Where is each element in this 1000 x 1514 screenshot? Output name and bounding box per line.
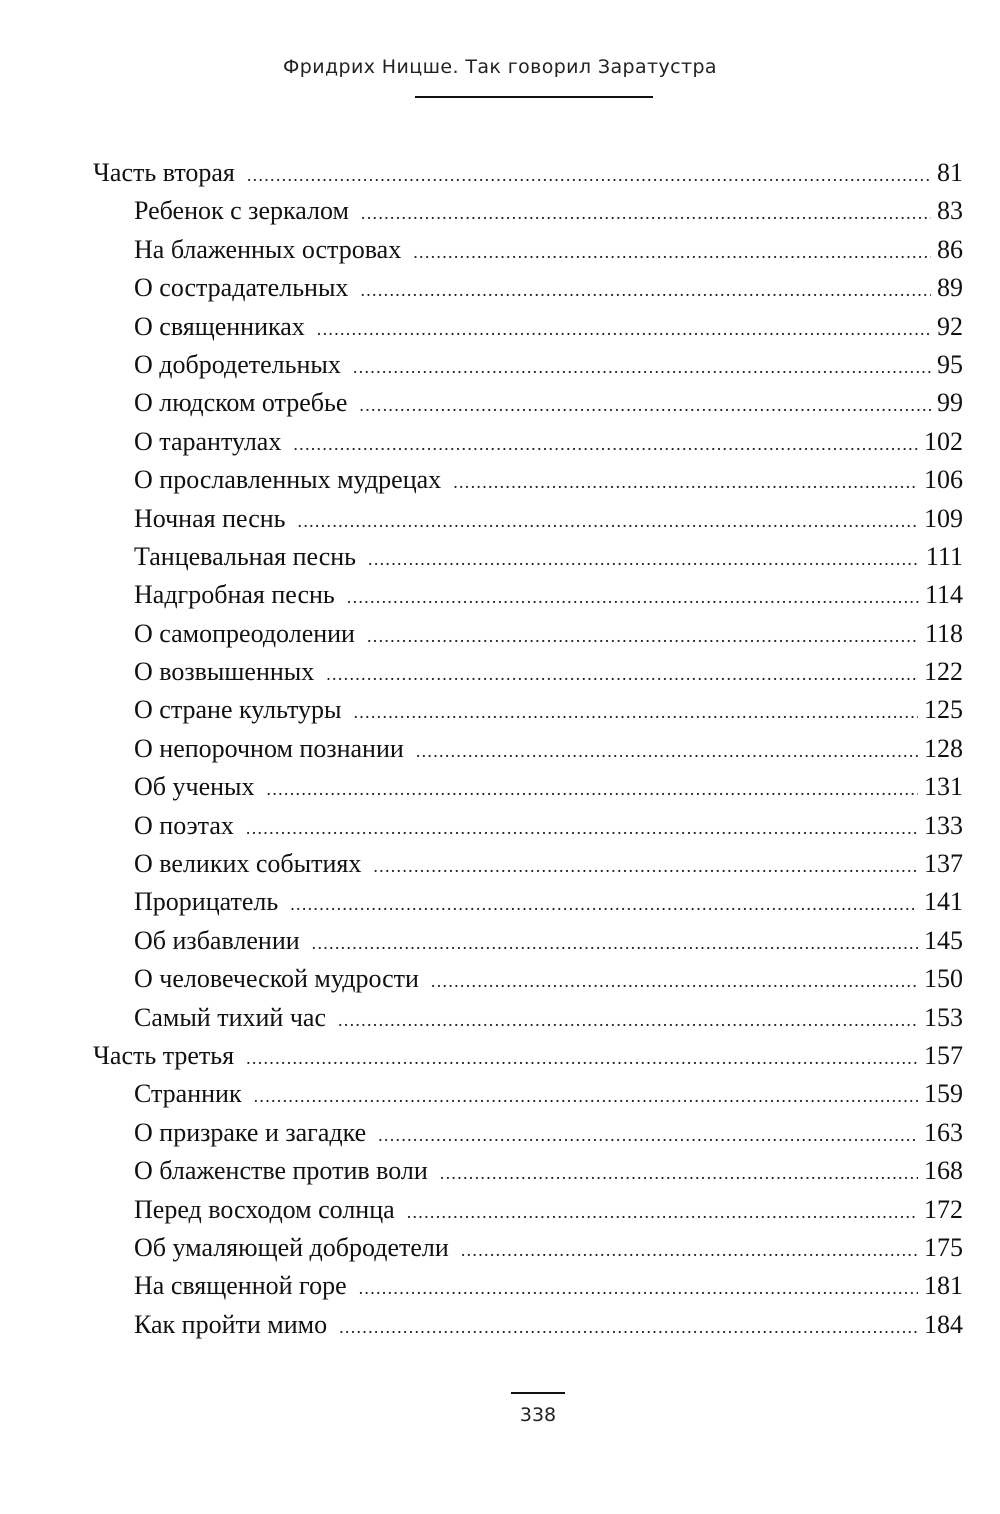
toc-entry-page: 137	[924, 849, 963, 879]
toc-entry-page: 157	[924, 1040, 963, 1070]
toc-entry-title: О прославленных мудрецах	[134, 465, 442, 495]
toc-entry-page: 125	[924, 695, 963, 725]
toc-entry-page: 145	[924, 925, 963, 955]
toc-entry-page: 92	[937, 311, 963, 341]
footer-rule	[511, 1392, 565, 1394]
toc-entry-page: 131	[924, 772, 963, 802]
dot-leader	[378, 1116, 918, 1154]
toc-part-entry	[93, 154, 963, 192]
toc-chapter-entry	[93, 192, 963, 230]
toc-entry-title: Самый тихий час	[134, 1002, 326, 1032]
toc-entry-title: Ребенок с зеркалом	[134, 196, 349, 226]
dot-leader	[360, 271, 931, 309]
dot-leader	[440, 1154, 918, 1192]
toc-chapter-entry	[93, 807, 963, 845]
dot-leader	[246, 809, 918, 847]
toc-entry-title: О людском отребье	[134, 388, 348, 418]
toc-entry-page: 172	[924, 1194, 963, 1224]
toc-entry-title: На священной горе	[134, 1271, 347, 1301]
dot-leader	[373, 847, 918, 885]
toc-entry-title: О стране культуры	[134, 695, 342, 725]
dot-leader	[317, 310, 931, 348]
toc-entry-title: Об ученых	[134, 772, 255, 802]
dot-leader	[416, 732, 918, 770]
toc-chapter-entry	[93, 384, 963, 422]
dot-leader	[413, 233, 931, 271]
toc-entry-title: О блаженстве против воли	[134, 1156, 428, 1186]
dot-leader	[347, 578, 919, 616]
toc-entry-page: 89	[937, 273, 963, 303]
toc-entry-title: Ночная песнь	[134, 503, 286, 533]
dot-leader	[267, 770, 918, 808]
toc-chapter-entry	[93, 538, 963, 576]
dot-leader	[339, 1308, 918, 1346]
toc-chapter-entry	[93, 1267, 963, 1305]
toc-chapter-entry	[93, 1191, 963, 1229]
toc-entry-page: 122	[924, 657, 963, 687]
toc-entry-title: О непорочном познании	[134, 733, 404, 763]
toc-chapter-entry	[93, 691, 963, 729]
dot-leader	[431, 962, 918, 1000]
toc-entry-title: О призраке и загадке	[134, 1117, 367, 1147]
toc-entry-title: О возвышенных	[134, 657, 315, 687]
toc-entry-page: 163	[924, 1117, 963, 1147]
toc-chapter-entry	[93, 308, 963, 346]
toc-entry-page: 141	[924, 887, 963, 917]
dot-leader	[293, 425, 918, 463]
dot-leader	[361, 194, 931, 232]
toc-entry-page: 184	[924, 1309, 963, 1339]
toc-chapter-entry	[93, 1229, 963, 1267]
toc-entry-title: О сострадательных	[134, 273, 349, 303]
toc-entry-title: О добродетельных	[134, 349, 341, 379]
toc-chapter-entry	[93, 615, 963, 653]
toc-entry-page: 86	[937, 234, 963, 264]
dot-leader	[254, 1077, 918, 1115]
toc-chapter-entry	[93, 346, 963, 384]
dot-leader	[290, 885, 918, 923]
dot-leader	[247, 156, 931, 194]
toc-chapter-entry	[93, 768, 963, 806]
toc-entry-title: Странник	[134, 1079, 242, 1109]
toc-part-entry	[93, 1037, 963, 1075]
toc-entry-title: Прорицатель	[134, 887, 279, 917]
dot-leader	[359, 386, 931, 424]
toc-entry-page: 95	[937, 349, 963, 379]
table-of-contents	[93, 154, 963, 1344]
toc-entry-page: 111	[925, 541, 963, 571]
toc-entry-page: 83	[937, 196, 963, 226]
dot-leader	[407, 1193, 918, 1231]
toc-entry-page: 81	[937, 158, 963, 187]
toc-entry-page: 109	[924, 503, 963, 533]
toc-entry-page: 128	[924, 733, 963, 763]
toc-chapter-entry	[93, 845, 963, 883]
dot-leader	[353, 693, 918, 731]
toc-entry-title: О тарантулах	[134, 426, 282, 456]
toc-chapter-entry	[93, 461, 963, 499]
dot-leader	[326, 655, 918, 693]
dot-leader	[338, 1001, 918, 1039]
toc-entry-title: Об избавлении	[134, 925, 300, 955]
toc-chapter-entry	[93, 960, 963, 998]
dot-leader	[353, 348, 931, 386]
toc-entry-page: 133	[924, 810, 963, 840]
toc-chapter-entry	[93, 423, 963, 461]
header-rule	[415, 96, 653, 98]
toc-chapter-entry	[93, 883, 963, 921]
dot-leader	[359, 1269, 918, 1307]
dot-leader	[312, 924, 918, 962]
toc-chapter-entry	[93, 999, 963, 1037]
toc-entry-title: О великих событиях	[134, 849, 362, 879]
toc-entry-page: 114	[924, 580, 963, 610]
dot-leader	[453, 463, 918, 501]
toc-entry-title: О священниках	[134, 311, 305, 341]
toc-entry-page: 106	[924, 465, 963, 495]
toc-entry-title: Как пройти мимо	[134, 1309, 328, 1339]
toc-entry-title: Надгробная песнь	[134, 580, 335, 610]
toc-chapter-entry	[93, 653, 963, 691]
toc-entry-page: 118	[924, 618, 963, 648]
toc-entry-page: 159	[924, 1079, 963, 1109]
toc-chapter-entry	[93, 231, 963, 269]
toc-entry-page: 99	[937, 388, 963, 418]
toc-entry-title: Перед восходом солнца	[134, 1194, 395, 1224]
toc-entry-title: О поэтах	[134, 810, 234, 840]
toc-entry-title: Часть третья	[93, 1040, 235, 1070]
toc-entry-page: 168	[924, 1156, 963, 1186]
dot-leader	[461, 1231, 918, 1269]
toc-entry-title: Танцевальная песнь	[134, 541, 357, 571]
toc-entry-title: Часть вторая	[93, 158, 235, 187]
toc-chapter-entry	[93, 922, 963, 960]
running-title: Фридрих Ницше. Так говорил Заратустра	[283, 56, 717, 78]
dot-leader	[246, 1039, 918, 1077]
toc-entry-title: Об умаляющей добродетели	[134, 1232, 449, 1262]
dot-leader	[367, 617, 919, 655]
dot-leader	[368, 540, 920, 578]
toc-chapter-entry	[93, 269, 963, 307]
toc-entry-page: 150	[924, 964, 963, 994]
page-number: 338	[519, 1404, 557, 1426]
toc-entry-page: 181	[924, 1271, 963, 1301]
toc-chapter-entry	[93, 730, 963, 768]
toc-chapter-entry	[93, 1075, 963, 1113]
toc-chapter-entry	[93, 1152, 963, 1190]
toc-entry-page: 153	[924, 1002, 963, 1032]
toc-entry-title: О самопреодолении	[134, 618, 355, 648]
toc-chapter-entry	[93, 1306, 963, 1344]
toc-chapter-entry	[93, 500, 963, 538]
toc-chapter-entry	[93, 576, 963, 614]
toc-chapter-entry	[93, 1114, 963, 1152]
toc-entry-title: О человеческой мудрости	[134, 964, 419, 994]
dot-leader	[298, 502, 918, 540]
toc-entry-page: 175	[924, 1232, 963, 1262]
toc-entry-page: 102	[924, 426, 963, 456]
toc-entry-title: На блаженных островах	[134, 234, 402, 264]
